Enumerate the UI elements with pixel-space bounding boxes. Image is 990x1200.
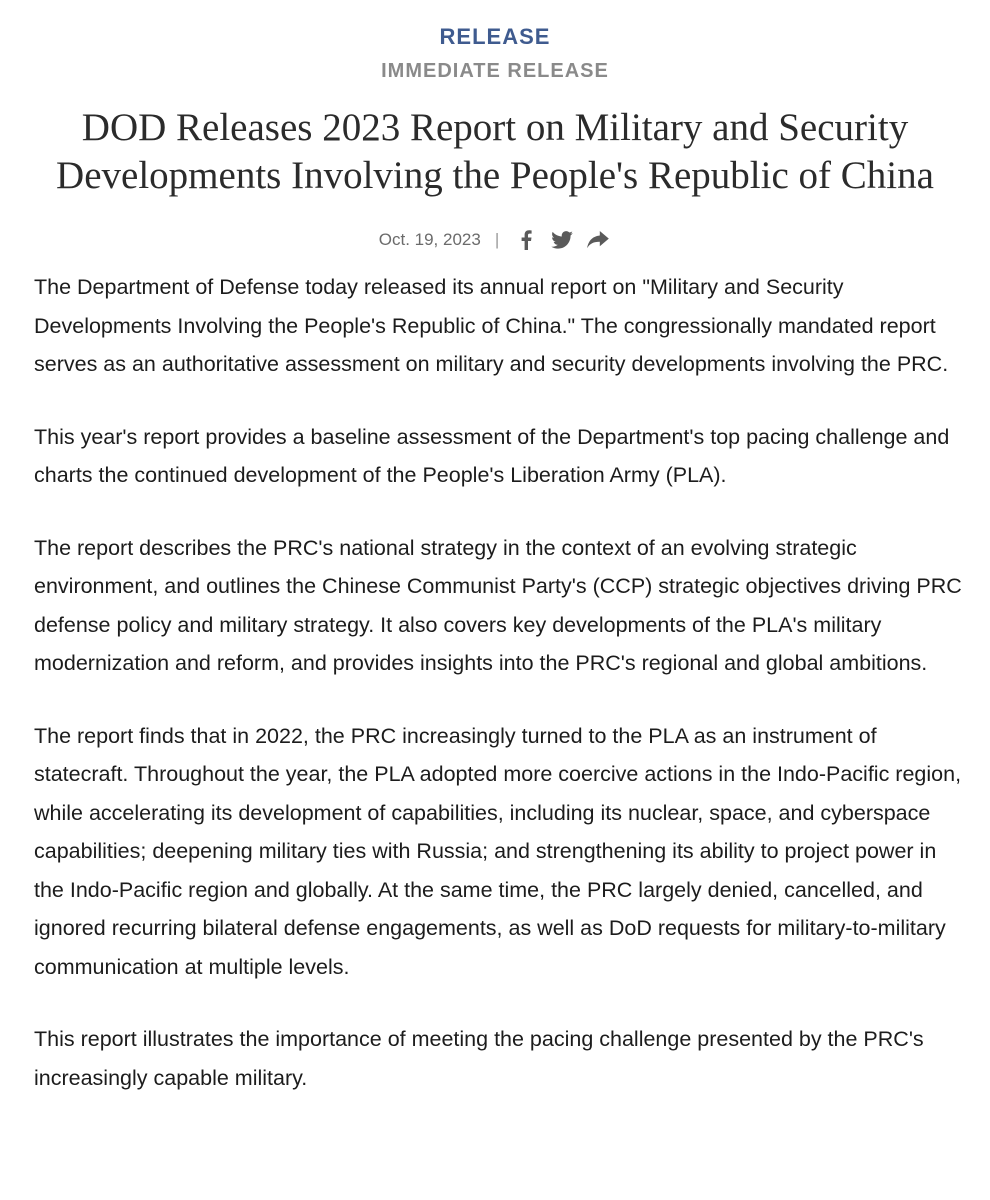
article-paragraph: This year's report provides a baseline assessment of the Department's top pacing challenge and charts the continued development of the People's Liberation Army (PLA). (34, 424, 950, 487)
facebook-icon[interactable] (513, 227, 539, 253)
release-category-link[interactable]: RELEASE (439, 24, 551, 49)
share-icon[interactable] (585, 227, 611, 253)
article-paragraph: The Department of Defense today released its annual report on "Military and Security Developments Involving the People's Republic of China." The congressionally mandated report serves as an authoritative assessment on military and security developments involving the PRC. (34, 275, 949, 376)
article-body (34, 268, 968, 1131)
article-paragraph: This report illustrates the importance of meeting the pacing challenge presented by the PRC's increasingly capable military. (34, 1027, 924, 1090)
twitter-icon[interactable] (549, 227, 575, 253)
release-type-label: IMMEDIATE RELEASE (381, 60, 609, 82)
article-paragraph: The report describes the PRC's national strategy in the context of an evolving strategic environment, and outlines the Chinese Communist Party's (CCP) strategic objectives driving PRC defense policy and military strategy. It also covers key developments of the PLA's military modernization and reform, and provides insights into the PRC's regional and global ambitions. (34, 535, 962, 675)
publish-date: Oct. 19, 2023 (378, 230, 481, 249)
meta-separator: | (494, 230, 500, 249)
article-meta (0, 226, 990, 254)
page-title: DOD Releases 2023 Report on Military and Security Developments Involving the People's Republic of China (56, 106, 934, 197)
article-paragraph: The report finds that in 2022, the PRC increasingly turned to the PLA as an instrument of statecraft. Throughout the year, the PLA adopted more coercive actions in the Indo-Pacific region, while accelerating its development of capabilities, including its nuclear, space, and cyberspace capabilities; deepening military ties with Russia; and strengthening its ability to project power in the Indo-Pacific region and globally. At the same time, the PRC largely denied, cancelled, and ignored recurring bilateral defense engagements, as well as DoD requests for military-to-military communication at multiple levels. (34, 723, 962, 979)
